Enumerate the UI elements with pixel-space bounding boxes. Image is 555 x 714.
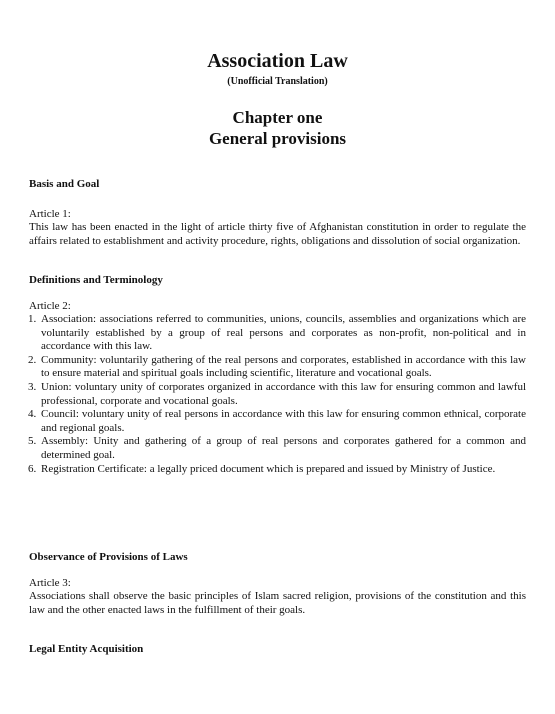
list-item-number: 5.: [28, 435, 37, 448]
chapter-number: Chapter one: [232, 108, 323, 127]
document-subtitle: (Unofficial Translation): [227, 76, 328, 87]
list-item-number: 6.: [28, 462, 37, 475]
chapter-title: General provisions: [208, 129, 347, 148]
list-item-text: Council: voluntary unity of real persons in accordance with this law for ensuring common ethnical, corporate and regional goals.: [41, 408, 526, 434]
list-item-number: 2.: [28, 353, 37, 366]
article-label: Article 2:: [29, 300, 71, 312]
list-item-text: Union: voluntary unity of corporates organized in accordance with this law for ensuring common and lawful professional, corporate and vocational goals.: [41, 380, 526, 407]
list-item: [29, 408, 526, 435]
article-text: Associations shall observe the basic principles of Islam sacred religion, provisions of the constitution and this law and the other enacted laws in the fulfillment of their goals.: [29, 590, 526, 616]
list-item-text: Registration Certificate: a legally priced document which is prepared and issued by Ministry of Justice.: [41, 462, 496, 475]
list-item: [29, 354, 526, 381]
list-item: [29, 463, 526, 477]
list-item-text: Association: associations referred to communities, unions, councils, assemblies and organizations which are voluntarily established by a group of real persons and corporates as non-profit, non-political and in accordance with this law.: [41, 313, 526, 353]
definitions-list: [29, 313, 526, 476]
list-item-text: Community: voluntarily gathering of the real persons and corporates, established in accordance with this law to ensure material and spiritual goals including scientific, literature and vocational goals.: [41, 353, 526, 380]
list-item-number: 4.: [28, 408, 37, 421]
list-item-text: Assembly: Unity and gathering of a group of real persons and corporates gathered for a common and determined goal.: [41, 435, 526, 461]
article-label: Article 1:: [29, 208, 71, 220]
section-heading: Basis and Goal: [29, 178, 100, 190]
article-text: This law has been enacted in the light of article thirty five of Afghanistan constitution in order to regulate the affairs related to establishment and activity procedure, rights, obligations and dissolution of social organization.: [29, 221, 526, 247]
article-label: Article 3:: [29, 577, 71, 589]
list-item-number: 3.: [28, 380, 37, 393]
document-title: Association Law: [207, 50, 348, 72]
list-item: [29, 381, 526, 408]
section-heading: Observance of Provisions of Laws: [29, 551, 188, 563]
section-heading: Definitions and Terminology: [29, 274, 163, 286]
list-item-number: 1.: [28, 313, 37, 325]
section-heading: Legal Entity Acquisition: [29, 643, 144, 655]
list-item: [29, 313, 526, 354]
list-item: [29, 435, 526, 462]
